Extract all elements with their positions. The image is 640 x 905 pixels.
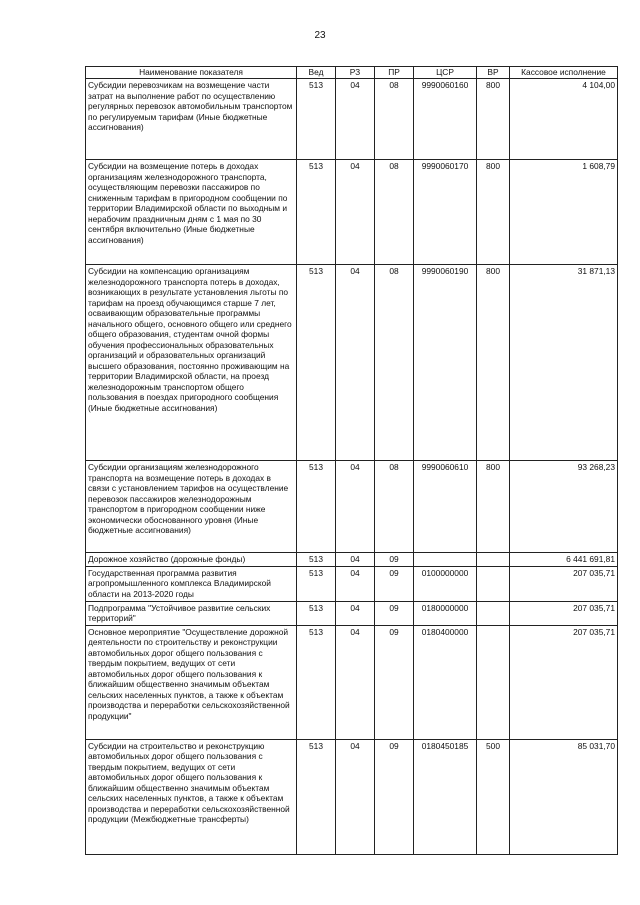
row-csr: 9990060610: [414, 461, 477, 553]
row-amount: 6 441 691,81: [510, 553, 618, 567]
row-vr: 800: [477, 79, 510, 160]
header-amount: Кассовое исполнение: [510, 67, 618, 79]
table-row: [86, 739, 618, 854]
table-row: [86, 553, 618, 567]
row-vr: 500: [477, 739, 510, 854]
row-pr: 09: [375, 625, 414, 739]
row-ved: 513: [297, 265, 336, 461]
row-amount: 93 268,23: [510, 461, 618, 553]
table-row: [86, 160, 618, 265]
row-rz: 04: [336, 566, 375, 601]
row-vr: 800: [477, 265, 510, 461]
row-name: Субсидии на компенсацию организациям железнодорожного транспорта потерь в доходах, возникающих в результате установления льготы по тарифам на проезд обучающимся старше 7 лет, осваивающим образовательные программы начального общего, основного общего или среднего общего образования, студентам очной формы обучения профессиональных образовательных организаций и образовательных организаций высшего образования, постоянно проживающим на территории Владимирской области, на проезд железнодорожным транспортом общего пользования в поездах пригородного сообщения (Иные бюджетные ассигнования): [86, 265, 297, 461]
row-amount: 207 035,71: [510, 625, 618, 739]
row-ved: 513: [297, 625, 336, 739]
row-vr: [477, 601, 510, 625]
header-vr: ВР: [477, 67, 510, 79]
row-amount: 31 871,13: [510, 265, 618, 461]
page-number: 23: [314, 30, 326, 41]
row-pr: 08: [375, 461, 414, 553]
row-ved: 513: [297, 739, 336, 854]
row-amount: 207 035,71: [510, 566, 618, 601]
row-csr: 0180450185: [414, 739, 477, 854]
row-amount: 85 031,70: [510, 739, 618, 854]
table-row: [86, 265, 618, 461]
row-vr: [477, 566, 510, 601]
row-csr: 9990060170: [414, 160, 477, 265]
row-rz: 04: [336, 601, 375, 625]
row-ved: 513: [297, 461, 336, 553]
row-csr: [414, 553, 477, 567]
row-amount: 1 608,79: [510, 160, 618, 265]
row-vr: 800: [477, 461, 510, 553]
row-csr: 0180000000: [414, 601, 477, 625]
row-vr: 800: [477, 160, 510, 265]
table-row: [86, 461, 618, 553]
header-csr: ЦСР: [414, 67, 477, 79]
row-name: Субсидии организациям железнодорожного транспорта на возмещение потерь в доходах в связи с установлением тарифов на осуществление перевозок пассажиров железнодорожным транспортом в пригородном сообщении ниже экономически обоснованного уровня (Иные бюджетные ассигнования): [86, 461, 297, 553]
header-pr: ПР: [375, 67, 414, 79]
table-row: [86, 625, 618, 739]
row-rz: 04: [336, 265, 375, 461]
row-pr: 08: [375, 265, 414, 461]
row-amount: 4 104,00: [510, 79, 618, 160]
row-name: Государственная программа развития агропромышленного комплекса Владимирской области на 2013-2020 годы: [86, 566, 297, 601]
row-csr: 0180400000: [414, 625, 477, 739]
row-pr: 09: [375, 739, 414, 854]
table-row: [86, 79, 618, 160]
row-name: Основное мероприятие "Осуществление дорожной деятельности по строительству и реконструкции автомобильных дорог общего пользования с твердым покрытием, ведущих от сети автомобильных дорог общего пользования к ближайшим общественно значимым объектам сельских населенных пунктов, а также к объектам производства и переработки сельскохозяйственной продукции": [86, 625, 297, 739]
row-rz: 04: [336, 160, 375, 265]
row-rz: 04: [336, 739, 375, 854]
row-vr: [477, 625, 510, 739]
header-ved: Вед: [297, 67, 336, 79]
row-pr: 08: [375, 160, 414, 265]
row-pr: 08: [375, 79, 414, 160]
row-ved: 513: [297, 79, 336, 160]
row-ved: 513: [297, 601, 336, 625]
row-pr: 09: [375, 553, 414, 567]
row-rz: 04: [336, 553, 375, 567]
row-name: Субсидии на возмещение потерь в доходах организациям железнодорожного транспорта, осуществляющим перевозки пассажиров по сниженным тарифам в пригородном сообщении по территории Владимирской области по выходным и нерабочим праздничным дням с 1 мая по 30 сентября включительно (Иные бюджетные ассигнования): [86, 160, 297, 265]
budget-execution-table: [85, 66, 618, 855]
row-ved: 513: [297, 566, 336, 601]
row-csr: 9990060160: [414, 79, 477, 160]
row-rz: 04: [336, 625, 375, 739]
row-pr: 09: [375, 566, 414, 601]
row-amount: 207 035,71: [510, 601, 618, 625]
table-row: [86, 601, 618, 625]
row-ved: 513: [297, 553, 336, 567]
row-name: Дорожное хозяйство (дорожные фонды): [86, 553, 297, 567]
row-csr: 0100000000: [414, 566, 477, 601]
header-rz: РЗ: [336, 67, 375, 79]
row-ved: 513: [297, 160, 336, 265]
header-name: Наименование показателя: [86, 67, 297, 79]
row-csr: 9990060190: [414, 265, 477, 461]
table-header-row: [86, 67, 618, 79]
row-name: Подпрограмма "Устойчивое развитие сельских территорий": [86, 601, 297, 625]
row-name: Субсидии на строительство и реконструкцию автомобильных дорог общего пользования с твердым покрытием, ведущих от сети автомобильных дорог общего пользования к ближайшим общественно значимым объектам сельских населенных пунктов, а также к объектам производства и переработки сельскохозяйственной продукции (Межбюджетные трансферты): [86, 739, 297, 854]
row-rz: 04: [336, 461, 375, 553]
row-name: Субсидии перевозчикам на возмещение части затрат на выполнение работ по осуществлению регулярных перевозок автомобильным транспортом по регулируемым тарифам (Иные бюджетные ассигнования): [86, 79, 297, 160]
table-row: [86, 566, 618, 601]
row-rz: 04: [336, 79, 375, 160]
row-pr: 09: [375, 601, 414, 625]
row-vr: [477, 553, 510, 567]
